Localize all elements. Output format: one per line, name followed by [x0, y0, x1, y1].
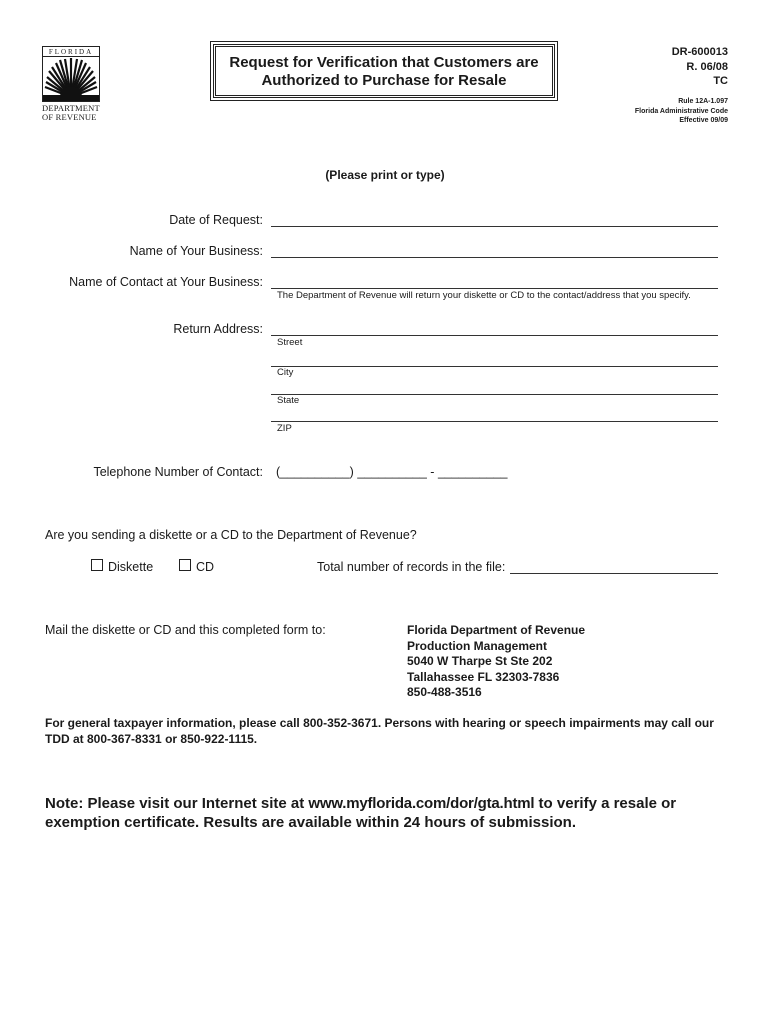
business-field[interactable] [271, 257, 718, 258]
state-label: State [277, 395, 300, 406]
form-code: TC [713, 75, 728, 87]
rule-line-3: Effective 09/09 [679, 117, 728, 124]
sunburst-icon [42, 56, 100, 102]
internet-note [45, 794, 735, 832]
media-question: Are you sending a diskette or a CD to the Department of Revenue? [45, 528, 417, 542]
rule-line-1: Rule 12A-1.097 [678, 98, 728, 105]
zip-field[interactable] [271, 421, 718, 422]
mailing-address [407, 623, 585, 701]
street-label: Street [277, 337, 303, 348]
diskette-label: Diskette [108, 560, 154, 574]
address-line: Tallahassee FL 32303-7836 [407, 669, 560, 684]
address-phone: 850-488-3516 [407, 685, 482, 699]
city-label: City [277, 367, 294, 378]
logo-line-2: OF REVENUE [42, 112, 97, 122]
diskette-checkbox[interactable] [91, 559, 103, 571]
form-revision: R. 06/08 [686, 60, 728, 73]
title-line-2: Authorized to Purchase for Resale [261, 72, 507, 89]
contact-note: The Department of Revenue will return your diskette or CD to the contact/address that you specify. [277, 290, 691, 301]
taxpayer-info: For general taxpayer information, please call 800-352-3671. Persons with hearing or speech impairments may call our TDD at 800-367-8331 or 850-922-1115. [45, 716, 714, 746]
title-line-1: Request for Verification that Customers are [229, 54, 539, 71]
mail-label: Mail the diskette or CD and this completed form to: [45, 623, 326, 637]
city-field[interactable] [271, 366, 718, 367]
print-instruction: (Please print or type) [325, 168, 445, 182]
records-label: Total number of records in the file: [317, 560, 506, 574]
address-line: 5040 W Tharpe St Ste 202 [407, 654, 553, 668]
contact-field[interactable] [271, 288, 718, 289]
cd-label: CD [196, 560, 215, 574]
note-suffix: to verify a resale or exemption certificate. Results are available within 24 hours of submission. [45, 795, 677, 831]
business-label: Name of Your Business: [129, 244, 263, 258]
street-field[interactable] [271, 335, 718, 336]
logo-bottom-text [42, 104, 112, 122]
form-title [213, 44, 555, 98]
phone-label: Telephone Number of Contact: [93, 465, 263, 479]
logo-top-text: FLORIDA [42, 46, 100, 57]
website-link[interactable]: www.myflorida.com/dor/gta.html [308, 795, 535, 812]
date-field[interactable] [271, 226, 718, 227]
cd-checkbox[interactable] [179, 559, 191, 571]
form-id [672, 45, 728, 89]
contact-label: Name of Contact at Your Business: [69, 275, 263, 289]
form-number: DR-600013 [671, 46, 728, 58]
records-field[interactable] [510, 573, 718, 574]
rule-line-2: Florida Administrative Code [634, 107, 728, 115]
note-prefix: Note: Please visit our Internet site at [45, 795, 309, 812]
state-field[interactable] [271, 394, 718, 395]
phone-field[interactable]: (__________) __________ - __________ [276, 465, 508, 479]
address-line: Florida Department of Revenue [407, 623, 586, 637]
zip-label: ZIP [277, 423, 292, 434]
date-label: Date of Request: [169, 213, 263, 227]
logo-line-1: DEPARTMENT [42, 103, 100, 113]
address-label: Return Address: [173, 322, 263, 336]
rule-citation [635, 97, 728, 126]
florida-dor-logo [42, 46, 100, 122]
address-line: Production Management [407, 638, 548, 653]
